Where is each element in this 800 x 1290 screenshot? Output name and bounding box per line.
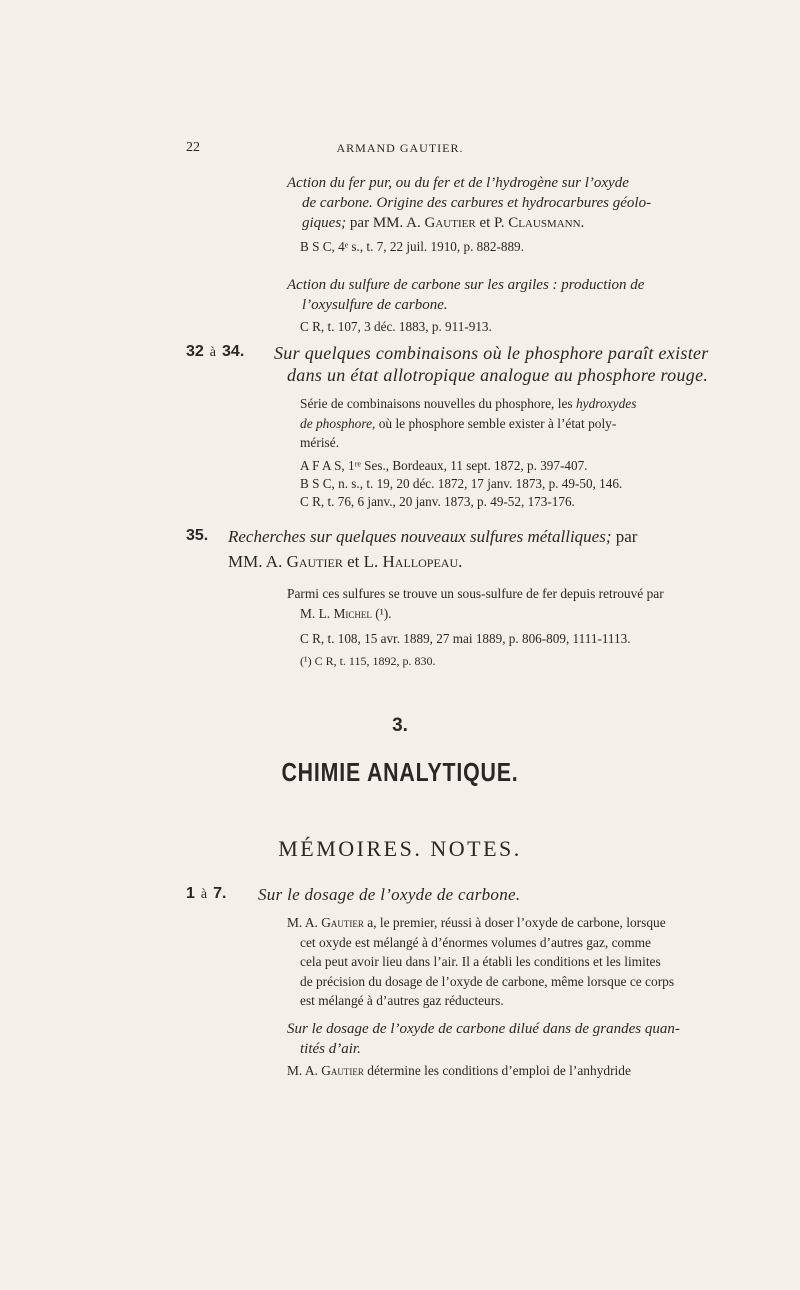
- title-line: Action du fer pur, ou du fer et de l’hydrogène sur l’oxyde: [287, 175, 629, 191]
- page-number: 22: [186, 140, 200, 155]
- author-name: Clausmann: [508, 215, 581, 231]
- section-subtitle: MÉMOIRES. NOTES.: [278, 836, 522, 861]
- author-name: Gautier: [321, 915, 364, 930]
- entry-number: 32 à 34.: [186, 343, 245, 360]
- running-title: ARMAND GAUTIER.: [336, 141, 464, 155]
- entry-title-sulfures: Recherches sur quelques nouveaux sulfures métalliques; par: [228, 527, 638, 546]
- entry-title-sulfure: [287, 275, 644, 315]
- title-line: Sur quelques combinaisons où le phosphore paraît exister: [274, 343, 709, 363]
- reference: A F A S, 1ʳᵉ Ses., Bordeaux, 11 sept. 1872, p. 397-407.: [300, 458, 588, 473]
- title-line: tités d’air.: [300, 1041, 361, 1057]
- entry-title-fer-pur: [287, 173, 651, 233]
- entry-description: M. A. Gautier détermine les conditions d’emploi de l’anhydride: [287, 1063, 631, 1078]
- reference: C R, t. 108, 15 avr. 1889, 27 mai 1889, p. 806-809, 1111-1113.: [300, 631, 631, 646]
- author-name: Gautier: [424, 215, 476, 231]
- reference: B S C, n. s., t. 19, 20 déc. 1872, 17 janv. 1873, p. 49-50, 146.: [300, 476, 623, 491]
- author-name: Gautier: [286, 552, 343, 571]
- entry-description: M. A. Gautier a, le premier, réussi à doser l’oxyde de carbone, lorsque cet oxyde est mélangé à d’énormes volumes d’autres gaz, comme cela peut avoir lieu dans l’air. Il a établi les conditions et les limites de précision du dosage de l’oxyde de carbone, même lorsque ce corps est mélangé à d’autres gaz réducteurs.: [287, 915, 675, 1009]
- entry-description: Série de combinaisons nouvelles du phosphore, les hydroxydes de phosphore, où le phosphore semble exister à l’état poly- mérisé.: [300, 396, 637, 451]
- title-line: de carbone. Origine des carbures et hydrocarbures géolo-: [302, 195, 652, 211]
- running-header: [0, 140, 800, 160]
- author-name: Gautier: [321, 1063, 364, 1078]
- entry-subtitle: [287, 1019, 680, 1059]
- entry-number: 35.: [186, 527, 209, 544]
- entry-number: 1 à 7.: [186, 885, 227, 902]
- section-number: 3.: [392, 715, 408, 736]
- entry-title-phosphore: [274, 342, 709, 386]
- author-name: Michel: [333, 605, 372, 621]
- title-line: giques; par MM. A. Gautier et P. Clausmann.: [302, 215, 585, 231]
- entry-authors: MM. A. Gautier et L. Hallopeau.: [228, 552, 463, 571]
- title-line: l’oxysulfure de carbone.: [302, 297, 448, 313]
- reference: C R, t. 107, 3 déc. 1883, p. 911-913.: [300, 319, 492, 334]
- title-line: dans un état allotropique analogue au phosphore rouge.: [287, 365, 709, 385]
- entry-description: Parmi ces sulfures se trouve un sous-sulfure de fer depuis retrouvé par M. L. Michel (¹).: [287, 586, 664, 621]
- author-name: Hallopeau: [382, 552, 459, 571]
- title-line: Action du sulfure de carbone sur les argiles : production de: [287, 277, 645, 293]
- reference: B S C, 4ᵉ s., t. 7, 22 juil. 1910, p. 882-889.: [300, 239, 524, 254]
- section-title: CHIMIE ANALYTIQUE.: [281, 757, 519, 787]
- title-line: Sur le dosage de l’oxyde de carbone dilué dans de grandes quan-: [287, 1021, 680, 1037]
- footnote: (¹) C R, t. 115, 1892, p. 830.: [300, 654, 436, 668]
- reference: C R, t. 76, 6 janv., 20 janv. 1873, p. 49-52, 173-176.: [300, 494, 575, 509]
- entry-title-dosage: Sur le dosage de l’oxyde de carbone.: [258, 885, 521, 904]
